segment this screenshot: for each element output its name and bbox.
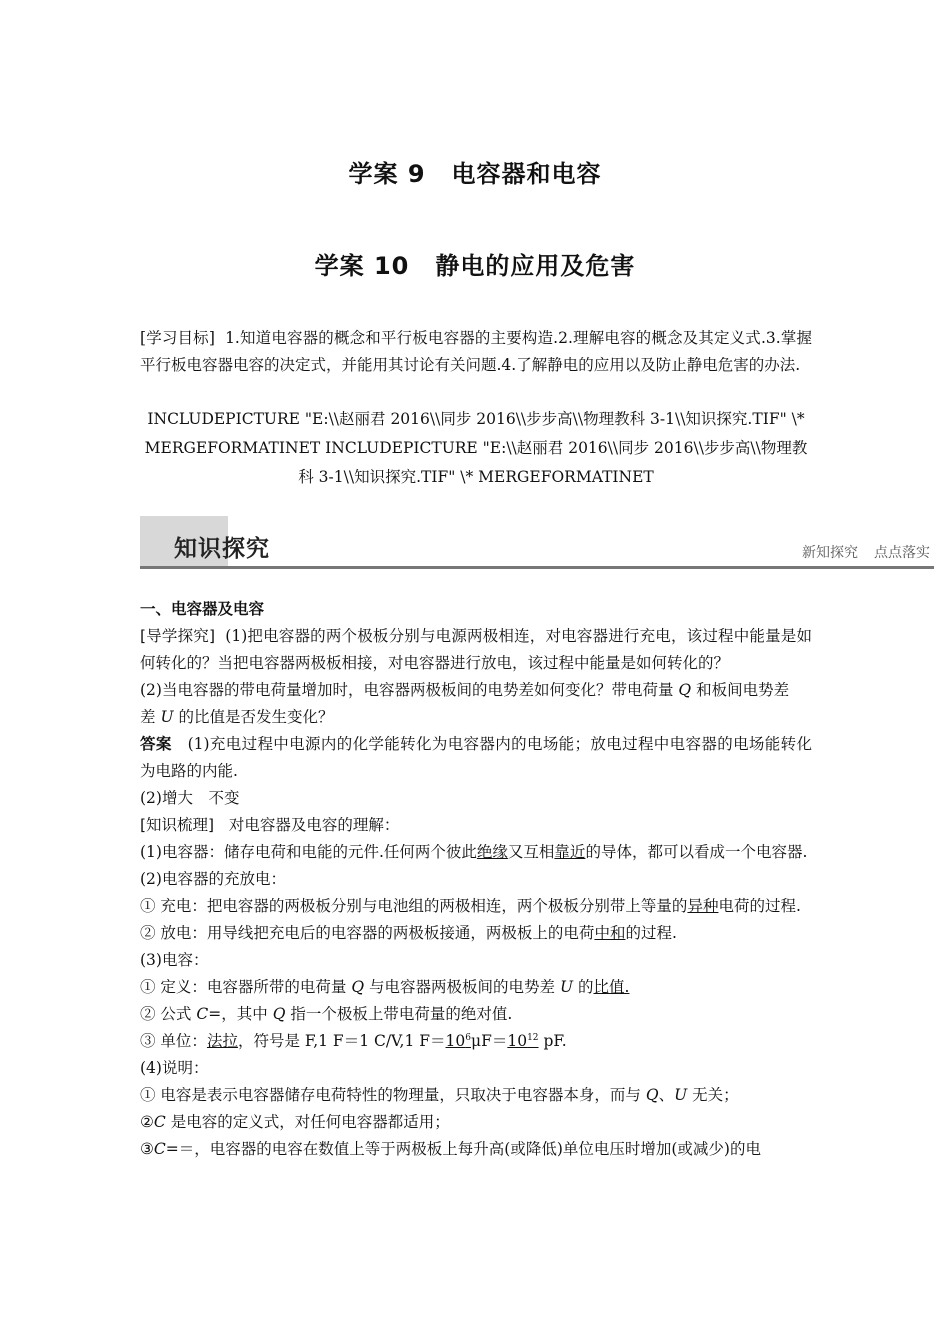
learning-goals-text: 1.知道电容器的概念和平行板电容器的主要构造.2.理解电容的概念及其定义式.3.掌握平行板电容器电容的决定式，并能用其讨论有关问题.4.了解静电的应用以及防止静电危害的办法. (140, 329, 812, 374)
note-3: ③C=＝，电容器的电容在数值上等于两极板上每升高(或降低)单位电压时增加(或减少)的电 (140, 1140, 761, 1158)
note-1: ① 电容是表示电容器储存电荷特性的物理量，只取决于电容器本身，而与 Q、U 无关； (140, 1086, 739, 1104)
capacitor-definition: (1)电容器：储存电荷和电能的元件.任何两个彼此绝缘又互相靠近的导体，都可以看成一个电容器. (140, 843, 808, 861)
banner-subtitle-1: 新知探究 (802, 545, 858, 561)
capacitance-heading: (3)电容： (140, 951, 209, 969)
knowledge-explore-banner (140, 516, 934, 570)
notes-heading: (4)说明： (140, 1059, 209, 1077)
charging-item: ① 充电：把电容器的两极板分别与电池组的两极相连，两个极板分别带上等量的异种电荷的过程. (140, 897, 801, 915)
knowledge-label: [知识梳理] (140, 816, 215, 834)
lesson-9-name: 电容器和电容 (451, 160, 602, 188)
section-heading: 一、电容器及电容 (140, 600, 265, 618)
learning-goals (140, 325, 812, 379)
section-content (140, 596, 812, 1163)
answer-label: 答案 (140, 735, 172, 753)
capacitance-formula: ② 公式 C=，其中 Q 指一个极板上带电荷量的绝对值. (140, 1005, 513, 1023)
discharging-item: ② 放电：用导线把充电后的电容器的两极板接通，两极板上的电荷中和的过程. (140, 924, 677, 942)
lesson-9-title (0, 154, 950, 189)
lesson-10-number: 学案 10 (314, 252, 410, 280)
lesson-9-number: 学案 9 (348, 160, 426, 188)
note-2: ②C 是电容的定义式，对任何电容器都适用； (140, 1113, 450, 1131)
capacitance-unit: ③ 单位：法拉，符号是 F,1 F＝1 C/V,1 $F=10^6\mu F=10^{12}$ pF. (140, 1032, 567, 1050)
learning-goals-label: [学习目标] (140, 329, 215, 347)
banner-subtitle-2: 点点落实 (874, 545, 930, 561)
guide-label: [导学探究] (140, 627, 216, 645)
banner-subtitle (802, 542, 930, 562)
banner-rule (140, 566, 934, 569)
banner-title: 知识探究 (174, 536, 270, 562)
knowledge-intro: [知识梳理] 对电容器及电容的理解： (140, 816, 400, 834)
guide-question-2: (2)当电容器的带电荷量增加时，电容器两极板间的电势差如何变化？带电荷量 Q 和板间电势差 差 U 的比值是否发生变化？ (140, 681, 790, 726)
lesson-10-name: 静电的应用及危害 (435, 252, 636, 280)
capacitance-definition: ① 定义：电容器所带的电荷量 Q 与电容器两极板间的电势差 U 的比值. (140, 978, 630, 996)
include-picture-field-code: INCLUDEPICTURE "E:\\赵丽君 2016\\同步 2016\\步步高\\物理教科 3-1\\知识探究.TIF" \* MERGEFORMATINET INCLUDEPICTURE "E:\\赵丽君 2016\\同步 2016\\步步高\\物理教科 3-1\\知识探究.TIF" \* MERGEFORMATINET (144, 410, 808, 486)
guide-question-1: [导学探究] (1)把电容器的两个极板分别与电源两极相连，对电容器进行充电，该过程中能量是如何转化的？当把电容器两极板相接，对电容器进行放电，该过程中能量是如何转化的？ (140, 627, 812, 672)
charge-discharge-heading: (2)电容器的充放电： (140, 870, 286, 888)
answer-1: 答案 (1)充电过程中电源内的化学能转化为电容器内的电场能；放电过程中电容器的电场能转化为电路的内能. (140, 735, 812, 780)
lesson-10-title (0, 246, 950, 281)
answer-2: (2)增大 不变 (140, 789, 240, 807)
